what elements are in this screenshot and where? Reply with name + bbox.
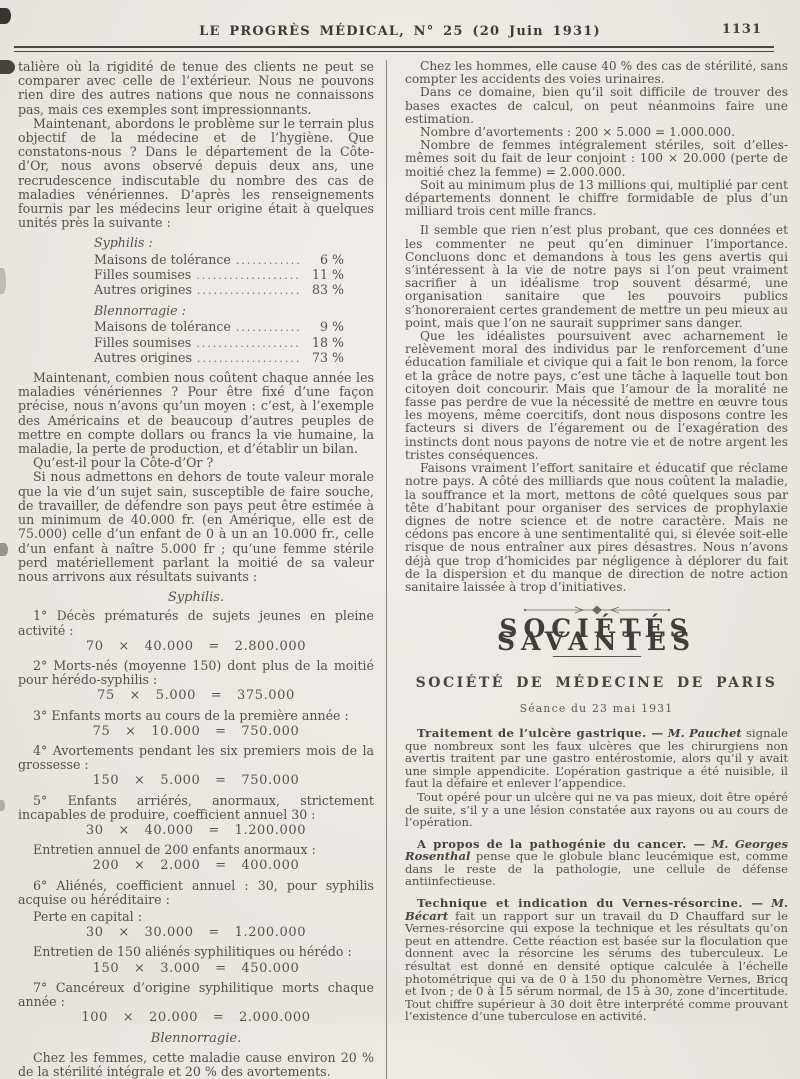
paragraph: talière où la rigidité de tenue des clients ne peut se comparer avec celle de l’extérieur. Nous ne pouvons rien dire des autres nations que nous ne connaissons pas, mais ces exemples sont impressionnants. <box>18 59 374 117</box>
stat-row <box>94 320 344 335</box>
report-body <box>405 897 788 1023</box>
report-body <box>405 727 788 790</box>
stat-row <box>94 351 344 366</box>
stat-value: 73 % <box>312 349 344 365</box>
report-text: signale que nombreux sont les faux ulcères que les chirurgiens non avertis traitent par une gastro entérostomie, alors qu’il y avait une simple appendicite. L’opération gastrique a été nuisible, il faut la défaire et enlever l’appendice. <box>405 725 789 791</box>
calc-formula: 75 × 10.000 = 750.000 <box>92 723 300 739</box>
scan-artifact <box>0 543 8 556</box>
report-title: Technique et indication du Vernes-résorcine. — <box>417 896 764 911</box>
report-title: Traitement de l’ulcère gastrique. — <box>417 725 664 740</box>
society-heading: SOCIÉTÉ DE MÉDECINE DE PARIS <box>415 674 778 691</box>
subsection-heading-blennorragie: Blennorragie. <box>150 1031 242 1047</box>
calc-item <box>18 879 374 907</box>
journal-title <box>199 24 601 39</box>
stat-value: 9 % <box>320 319 344 335</box>
scan-artifact <box>0 60 15 74</box>
paragraph: Nombre d’avortements : 200 × 5.000 = 1.000.000. <box>420 125 735 140</box>
calc-item <box>18 945 374 975</box>
stats-table-syphilis <box>94 253 344 299</box>
paragraph: Chez les hommes, elle cause 40 % des cas de stérilité, sans compter les accidents des voies urinaires. <box>405 59 788 87</box>
report-text-2: Tout opéré pour un ulcère qui ne va pas mieux, doit être opéré de suite, s’il y a une lésion constatée aux rayons ou au cours de l’opération. <box>405 789 788 830</box>
report <box>405 897 788 1023</box>
session-reports <box>405 727 788 1023</box>
calc-formula: 30 × 30.000 = 1.200.000 <box>85 925 307 941</box>
calc-formula: 100 × 20.000 = 2.000.000 <box>81 1010 311 1026</box>
paragraph: Dans ce domaine, bien qu’il soit difficile de trouver des bases exactes de calcul, on peut néanmoins faire une estimation. <box>405 85 788 126</box>
report <box>405 727 788 829</box>
report-text: fait un rapport sur un travail du D Chauffard sur le Vernes-résorcine qui expose la technique et les résultats qu’on peut en attendre. Cette réaction est basée sur la floculation que donnent avec la résorcine les sérums des tuberculeux. Le résultat est donné en densité optique calculée à l’échelle photométrique qui va de 0 à 150 du phonomètre Vernes, Bricq et Ivon ; de 0 à 15 sérum normal, de 15 à 30, zone d’incertitude. Tout chiffre supérieur à 30 doit être interprété comme prouvant l’existence d’une tuberculose en activité. <box>405 908 789 1024</box>
issue-number: N° 25 (20 Juin 1931) <box>413 24 601 39</box>
calc-text: 4° Avortements pendant les six premiers mois de la grossesse : <box>18 742 374 773</box>
paragraph: Que les idéalistes poursuivent avec acharnement le relèvement moral des individus par le renforcement d’une éducation familiale et civique qui a fait le bon renom, la force et la grâce de notre pays, c’est une tâche à laquelle tout bon citoyen doit concourir. Mais que l’amour de la moralité ne fasse pas perdre de vue la nécessité de mettre en œuvre tous les moyens, même coercitifs, dont nous disposons contre les facteurs si divers de l’égarement ou de l’exagération des instincts dont nous payons de notre vie et de notre argent les tristes conséquences. <box>405 329 788 462</box>
left-column <box>18 60 386 1079</box>
calc-formula: 30 × 40.000 = 1.200.000 <box>85 822 307 838</box>
two-column-body <box>0 52 800 1079</box>
report <box>405 838 788 888</box>
stat-row <box>94 268 344 283</box>
calc-item <box>18 659 374 704</box>
stat-row <box>94 283 344 298</box>
right-column <box>386 60 788 1079</box>
calc-formula: 150 × 3.000 = 450.000 <box>92 960 300 976</box>
scan-artifact <box>0 800 5 811</box>
calc-text: 7° Cancéreux d’origine syphilitique morts chaque année : <box>18 979 374 1009</box>
stat-label: Autres origines <box>94 349 192 365</box>
paragraph: Soit au minimum plus de 13 millions qui, multiplié par cent départements donnent le chiffre formidable de plus d’un milliard trois cent mille francs. <box>405 177 788 219</box>
stat-label: Filles soumises <box>94 334 192 350</box>
calc-formula: 75 × 5.000 = 375.000 <box>97 688 295 704</box>
paragraph: Nombre de femmes intégralement stériles, soit d’elles-mêmes soit du fait de leur conjoint : 100 × 20.000 (perte de moitié chez la femme) = 2.000.000. <box>405 138 788 179</box>
paragraph: Maintenant, combien nous coûtent chaque année les maladies vénériennes ? Pour être fixé d’une façon précise, nous n’avons qu’un moyen : c’est, à l’exemple des Américains et de beaucoup d’autres peuples de mettre en compte dollars ou francs la vie humaine, la maladie, la perte de production, et d’établir un bilan. <box>18 370 374 457</box>
stat-value: 6 % <box>320 251 344 267</box>
session-date: Séance du 23 mai 1931 <box>519 701 674 715</box>
dot-leader <box>196 337 299 351</box>
scan-artifact <box>0 268 6 294</box>
stat-value: 11 % <box>312 266 344 282</box>
dot-leader <box>236 321 299 335</box>
calc-item <box>18 843 374 873</box>
page-number: 1131 <box>721 22 762 37</box>
calc-text: Perte en capital : <box>33 908 142 924</box>
stat-value: 83 % <box>312 282 344 298</box>
calc-formula: 200 × 2.000 = 400.000 <box>92 858 300 874</box>
calc-text: Entretien de 150 aliénés syphilitiques ou hérédo : <box>33 944 352 960</box>
calc-text: Entretien annuel de 200 enfants anormaux : <box>33 842 316 858</box>
calc-item <box>18 981 374 1026</box>
report-author: M. Georges Rosenthal <box>405 836 789 864</box>
paragraph: Qu’est-il pour la Côte-d’Or ? <box>33 455 214 471</box>
stat-label: Autres origines <box>94 282 192 298</box>
report-body <box>405 838 788 888</box>
calc-formula: 150 × 5.000 = 750.000 <box>92 773 300 789</box>
paragraph: Chez les femmes, cette maladie cause environ 20 % de la stérilité intégrale et 20 % des avortements. <box>18 1049 374 1079</box>
report-author: M. Pauchet <box>667 725 742 740</box>
paragraph: Faisons vraiment l’effort sanitaire et éducatif que réclame notre pays. A côté des milliards que nous coûtent la maladie, la souffrance et la mort, mettons de côté quelques sous par tête d’habitant pour organiser des services de prophylaxie dignes de notre science et de notre caractère. Mais ne cédons pas encore à une sentimentalité qui, si élevée soit-elle risque de nous entraîner aux pires désastres. Nous n’avons déjà que trop d’homicides par négligence à déplorer du fait de la dispersion et du manque de direction de notre action sanitaire laissée à trop d’initiatives. <box>405 461 788 594</box>
calc-item <box>18 709 374 739</box>
stat-row <box>94 336 344 351</box>
dot-leader <box>236 254 299 268</box>
report-text: pense que le globule blanc leucémique est, comme dans le reste de la pathologie, une cellule de défense antiinfectieuse. <box>405 849 788 889</box>
section-title-societes-savantes: SOCIÉTÉS SAVANTES <box>496 614 697 657</box>
calc-item <box>18 609 374 654</box>
stat-label: Maisons de tolérance <box>94 319 231 335</box>
stat-row <box>94 253 344 268</box>
paragraph: Maintenant, abordons le problème sur le terrain plus objectif de la médecine et de l’hygiène. Que constatons-nous ? Dans le département de la Côte-d’Or, nous avons observé depuis deux ans, une recrudescence indiscutable du nombre des cas de maladies vénériennes. D’après les renseignements fournis par les médecins leur origine était à quelques unités près la suivante : <box>18 115 374 231</box>
journal-name: LE PROGRÈS MÉDICAL, <box>199 24 405 39</box>
report-title: A propos de la pathogénie du cancer. — <box>417 836 706 851</box>
dot-leader <box>197 352 299 366</box>
stats-table-blennorragie <box>94 320 344 366</box>
calc-text: 6° Aliénés, coefficient annuel : 30, pour syphilis acquise ou héréditaire : <box>18 877 374 907</box>
stat-value: 18 % <box>312 334 344 350</box>
calc-item <box>18 794 374 839</box>
calc-item <box>18 910 374 940</box>
stat-label: Maisons de tolérance <box>94 251 231 267</box>
stats-heading-syphilis: Syphilis : <box>94 235 153 251</box>
masthead <box>0 0 800 39</box>
subsection-heading-syphilis: Syphilis. <box>167 590 225 606</box>
calc-text: 2° Morts-nés (moyenne 150) dont plus de la moitié pour hérédo-syphilis : <box>18 657 374 688</box>
calc-formula: 70 × 40.000 = 2.800.000 <box>85 638 307 654</box>
calc-text: 3° Enfants morts au cours de la première année : <box>33 707 349 723</box>
dot-leader <box>196 269 299 283</box>
dot-leader <box>197 284 299 298</box>
calc-text: 1° Décès prématurés de sujets jeunes en pleine activité : <box>18 608 374 638</box>
stats-heading-blennorragie: Blennorragie : <box>94 303 186 319</box>
stat-label: Filles soumises <box>94 266 192 282</box>
calc-item <box>18 744 374 789</box>
report-author: M. Bécart <box>405 896 789 923</box>
paragraph: Il semble que rien n’est plus probant, que ces données et les commenter ne peut qu’en diminuer l’importance. Concluons donc et demandons à tous les gens avertis qui s’intéressent à la vie de notre pays si l’on peut vraiment sacrifier à un idéalisme trop souvent désarmé, une organisation sanitaire que les pouvoirs publics s’honoreraient certes grandement de mettre un peu mieux au point, mais que l’on ne saurait supprimer sans danger. <box>405 223 788 330</box>
calc-text: 5° Enfants arriérés, anormaux, strictement incapables de produire, coefficient annuel 30 : <box>18 792 374 822</box>
paragraph: Si nous admettons en dehors de toute valeur morale que la vie d’un sujet sain, susceptible de faire souche, de travailler, de défendre son pays peut être estimée à un minimum de 40.000 fr. (en Amérique, elle est de 75.000) celle d’un enfant de 0 à un an 10.000 fr., celle d’un enfant à naître 5.000 fr ; qu’une femme stérile perd matériellement parlant la moitié de sa valeur nous arrivons aux résultats suivants : <box>18 469 374 584</box>
